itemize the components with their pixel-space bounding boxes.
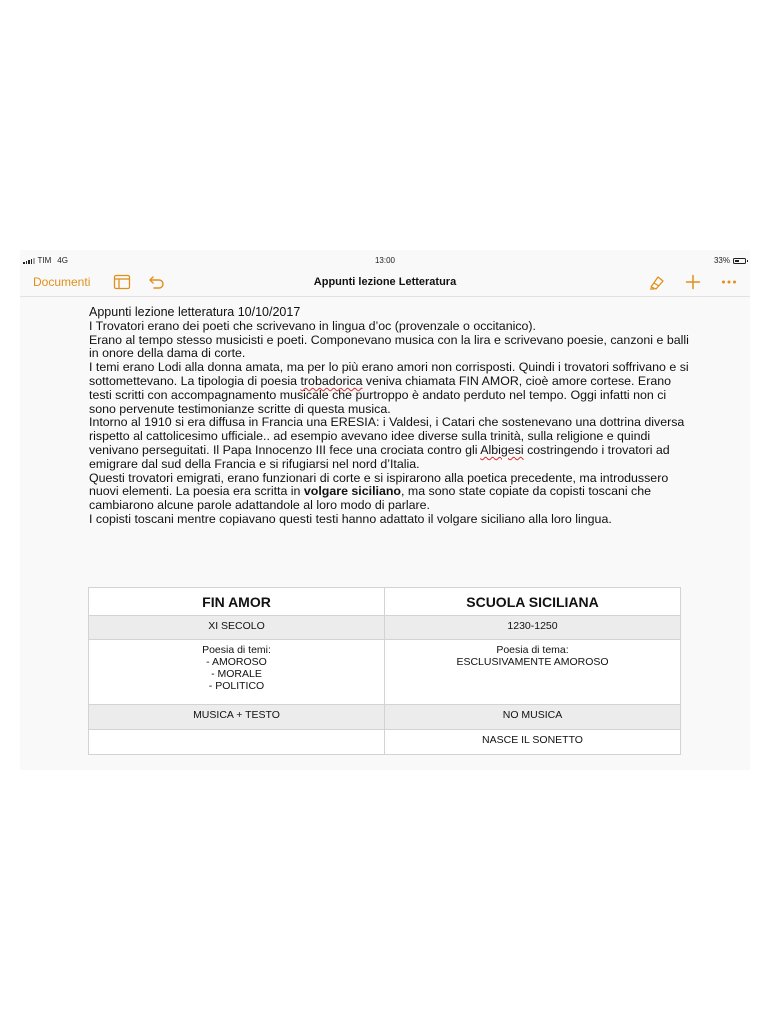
table-header-cell: FIN AMOR bbox=[89, 588, 385, 616]
paragraph-line: I Trovatori erano dei poeti che scrivevano in lingua d’oc (provenzale o occitanico). bbox=[89, 318, 536, 333]
document-heading: Appunti lezione letteratura 10/10/2017 bbox=[89, 305, 301, 319]
paragraph-line bbox=[89, 472, 689, 513]
table-row bbox=[89, 705, 681, 730]
status-right bbox=[714, 256, 746, 265]
text-run: Intorno al 1910 si era diffusa in Francia una ERESIA: i Valdesi, i Catari che sostenevano una dottrina diversa rispetto al cattolicesimo ufficiale.. ad esempio avevano idee diverse sulla trinità, sulla religione e quindi venivano perseguitati. Il Papa Innocenzo III fece una crociata contro gli bbox=[89, 415, 685, 457]
add-icon[interactable] bbox=[684, 274, 702, 295]
cell-line: Poesia di temi: bbox=[202, 644, 271, 656]
sidebar-icon[interactable] bbox=[113, 274, 131, 295]
paragraph-line bbox=[89, 361, 689, 416]
paragraph-line: Erano al tempo stesso musicisti e poeti. Componevano musica con la lira e scrivevano poesie, canzoni e balli in onore della dama di corte. bbox=[89, 332, 689, 361]
battery-icon bbox=[733, 258, 746, 264]
documents-back-button[interactable]: Documenti bbox=[33, 275, 91, 289]
network-label: 4G bbox=[57, 256, 68, 265]
table-cell: NASCE IL SONETTO bbox=[385, 730, 681, 755]
text-run: Questi trovatori emigrati, erano funzionari di corte e si ispirarono alla poetica precedente, ma introdussero nuovi elementi. La poesia era scritta in bbox=[89, 470, 669, 499]
cell-line: Poesia di tema: bbox=[496, 644, 569, 656]
carrier-label: TIM bbox=[37, 256, 52, 265]
table-cell: NO MUSICA bbox=[385, 705, 681, 730]
toolbar bbox=[20, 270, 750, 297]
ipad-screen bbox=[20, 250, 750, 770]
cell-line: ESCLUSIVAMENTE AMOROSO bbox=[456, 656, 609, 668]
cell-line: - POLITICO bbox=[208, 680, 265, 692]
table-cell bbox=[89, 640, 385, 705]
document-body[interactable] bbox=[89, 306, 689, 527]
paragraph-line bbox=[89, 416, 689, 471]
more-icon[interactable] bbox=[720, 274, 738, 295]
undo-icon[interactable] bbox=[148, 274, 166, 295]
table-cell: 1230-1250 bbox=[385, 616, 681, 640]
status-bar bbox=[20, 250, 750, 270]
text-run: veniva chiamata FIN AMOR, cioè amore cortese. Erano testi scritti con accompagnamento musicale che purtroppo è andato perduto nel tempo. Oggi infatti non ci sono pervenute testimonianze scritte di questa musica. bbox=[89, 373, 671, 416]
table-cell: MUSICA + TESTO bbox=[89, 705, 385, 730]
table-cell: XI SECOLO bbox=[89, 616, 385, 640]
status-time: 13:00 bbox=[374, 256, 396, 265]
format-brush-icon[interactable] bbox=[648, 274, 666, 295]
table-row bbox=[89, 730, 681, 755]
bold-text: volgare siciliano bbox=[303, 484, 401, 499]
misspelled-word[interactable]: trobadorica bbox=[300, 373, 363, 388]
cell-line: - AMOROSO bbox=[206, 656, 267, 668]
text-run: I temi erano Lodi alla donna amata, ma per lo più erano amori non corrisposti. Quindi i trovatori soffrivano e si sottomettevano. La tipologia di poesia bbox=[89, 360, 689, 388]
table-row bbox=[89, 616, 681, 640]
text-run: , ma sono state copiate da copisti toscani che cambiarono alcune parole adattandole al loro modo di parlare. bbox=[89, 484, 652, 513]
table-header-row bbox=[89, 588, 681, 616]
battery-percent: 33% bbox=[713, 256, 730, 265]
table-header-cell: SCUOLA SICILIANA bbox=[385, 588, 681, 616]
cell-line: - MORALE bbox=[211, 668, 262, 680]
misspelled-word[interactable]: Albigesi bbox=[480, 442, 524, 457]
table-row bbox=[89, 640, 681, 705]
paragraph-line: I copisti toscani mentre copiavano questi testi hanno adattato il volgare siciliano alla loro lingua. bbox=[89, 511, 612, 526]
table-cell bbox=[385, 640, 681, 705]
text-run: costringendo i trovatori ad emigrare dal sud della Francia e si rifugiarsi nel nord d’Italia. bbox=[89, 442, 670, 471]
comparison-table[interactable] bbox=[88, 587, 681, 755]
document-title: Appunti lezione Letteratura bbox=[313, 276, 457, 288]
table-cell bbox=[89, 730, 385, 755]
